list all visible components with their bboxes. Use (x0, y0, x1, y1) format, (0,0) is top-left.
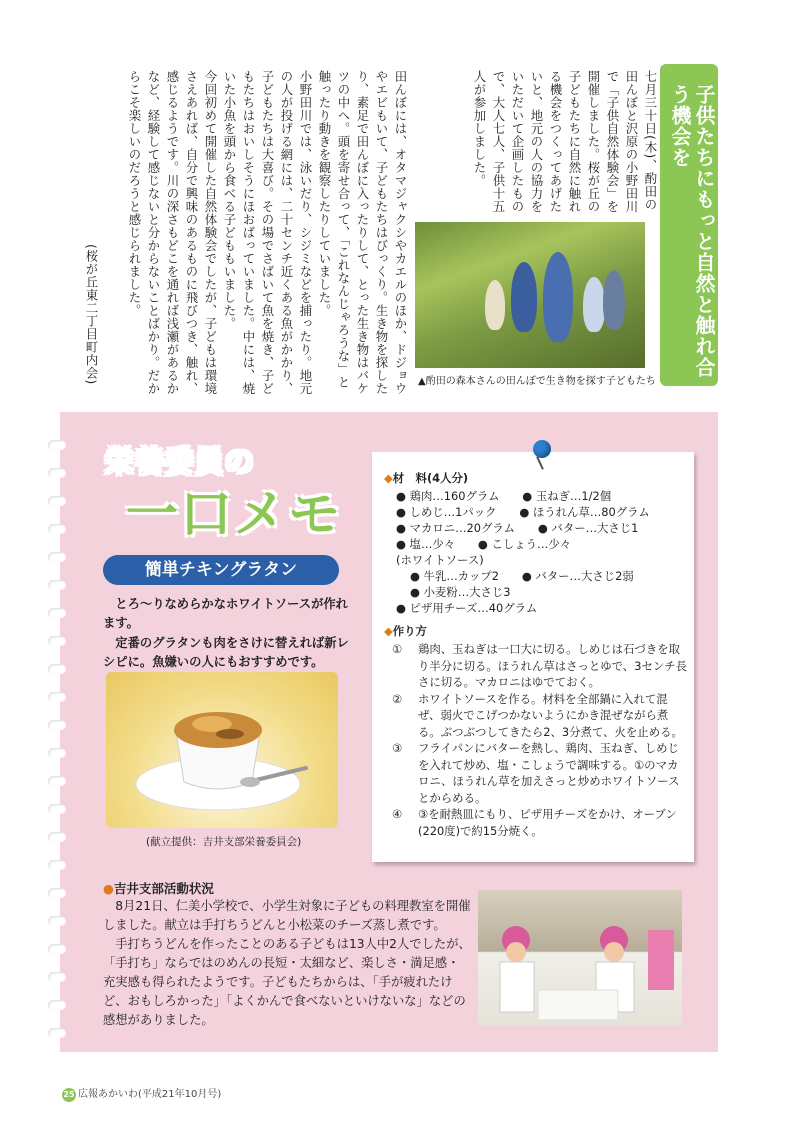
ingredient-line: ● ピザ用チーズ…40グラム (396, 601, 538, 615)
steps-list (392, 641, 688, 839)
rice-field-photo-caption: ▲酌田の森本さんの田んぼで生き物を探す子どもたち (418, 376, 656, 387)
step-item: ① 鶏肉、玉ねぎは一口大に切る。しめじは石づきを取り半分に切る。ほうれん草はさっとゆで、3センチ長さに切る。マカロニはゆでておく。 (392, 642, 688, 689)
ingredient-line: ● マカロニ…20グラム ● バター…大さじ1 (396, 521, 639, 535)
article-heading: 子供たちにもっと自然と触れ合う機会を (668, 84, 716, 378)
article-paragraph: 小野田川では、泳いだり、シジミなどを捕ったり。地元の人が投げる網には、二十センチ近くある魚がかかり、子どもたちは大喜び。その場でさばいて魚を焼き、子どもたちはおいしそうにほおばっていました。中には、焼いた小魚を頭から食べる子どももいました。 (222, 70, 313, 395)
article-heading-box (660, 64, 718, 386)
section-title-big: 一口メモ (126, 485, 343, 545)
step-item: ④ ③を耐熱皿にもり、ピザ用チーズをかけ、オーブン(220度)で約15分焼く。 (392, 807, 677, 838)
page-footer (62, 1085, 221, 1102)
step-item: ③ フライパンにバターを熱し、鶏肉、玉ねぎ、しめじを入れて炒め、塩・こしょうで調味する。①のマカロニ、ほうれん草を加えさっと炒めホワイトソースとからめる。 (392, 741, 680, 805)
ingredient-line: ● 小麦粉…大さじ3 (410, 585, 511, 599)
article-column-2 (80, 70, 410, 400)
activity-text (103, 897, 471, 1030)
ingredient-line: ● しめじ…1パック ● ほうれん草…80グラム (396, 505, 650, 519)
ingredients-heading: ◆材 料(4人分) (384, 471, 469, 485)
ingredient-line: (ホワイトソース) (396, 553, 484, 567)
activity-heading: ●吉井支部活動状況 (103, 881, 214, 896)
recipe-title: 簡単チキングラタン (103, 555, 339, 585)
ingredient-line: ● 牛乳…カップ2 ● バター…大さじ2弱 (410, 569, 634, 583)
article-paragraph: 田んぼには、オタマジャクシやカエルのほか、ドジョウやエビもいて、子どもたちはびっくり。生き物を探したり、素足で田んぼに入ったりして、とった生き物はバケツの中へ。頭を寄せ合って、「これなんじゃろうな」と触ったり動きを観察したりしていました。 (317, 70, 408, 395)
article-paragraph: 七月三十日(木)、酌田の田んぼと沢原の小野田川で「子供自然体験会」を開催しました。桜が丘の子どもたちに自然に触れる機会をつくってあげたいと、地元の人の協力をいただいて企画したもので、大人七人、子供十五人が参加しました。 (472, 70, 658, 213)
activity-paragraph: 8月21日、仁美小学校で、小学生対象に子どもの料理教室を開催しました。献立は手打ちうどんと小松菜のチーズ蒸し煮です。 (103, 899, 471, 932)
pushpin-icon (533, 440, 551, 458)
recipe-intro-line: とろ～りなめらかなホワイトソースが作れます。 (103, 597, 348, 630)
section-title-small: 栄養委員の (104, 445, 254, 480)
steps-heading: ◆作り方 (384, 624, 427, 638)
ingredient-line: ● 塩…少々 ● こしょう…少々 (396, 537, 572, 551)
step-item: ② ホワイトソースを作る。材料を全部鍋に入れて混ぜ、弱火でこげつかないようにかき混ぜながら煮る。ぶつぶつしてきたら2、3分煮て、火を止める。 (392, 691, 683, 739)
article-paragraph: 今回初めて開催した自然体験会でしたが、子どもは環境さえあれば、自分で興味のあるものに飛びつき、触れ、感じるようです。川の深さもどこを通れば浅瀬があるかなど、経験して感じないと分からないことばかり。だからこそ楽しいのだろうと感じられました。 (127, 70, 218, 395)
article-signature: (桜が丘東二丁目町内会) (84, 244, 99, 385)
gratin-photo-caption: (献立提供：吉井支部栄養委員会) (146, 836, 302, 848)
footer-text: 広報あかいわ(平成21年10月号) (78, 1089, 222, 1100)
article-column-1 (412, 70, 660, 218)
ingredient-line: ● 鶏肉…160グラム ● 玉ねぎ…1/2個 (396, 489, 612, 503)
recipe-intro (103, 595, 359, 673)
rice-field-photo (415, 222, 645, 368)
recipe-intro-line: 定番のグラタンも肉をさけに替えれば新レシピに。魚嫌いの人にもおすすめです。 (103, 636, 349, 669)
page-number: 25 (62, 1088, 76, 1102)
cooking-class-photo (478, 890, 682, 1026)
activity-paragraph: 手打ちうどんを作ったことのある子どもは13人中2人でしたが、「手打ち」ならではのめんの長短・太細など、楽しさ・満足感・充実感も得られたようです。子どもたちからは、「手が疲れたけど、おもしろかった」「よくかんで食べないといけないな」などの感想がありました。 (103, 937, 471, 1027)
gratin-photo (106, 672, 338, 828)
